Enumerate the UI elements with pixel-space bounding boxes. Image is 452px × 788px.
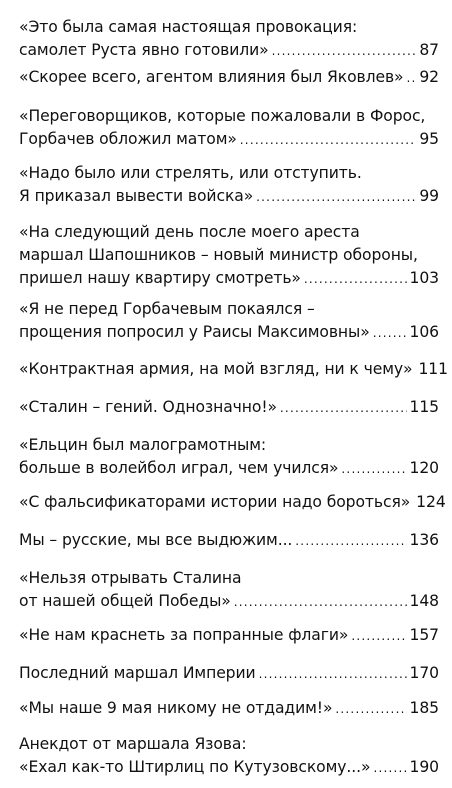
toc-entry (19, 221, 439, 290)
toc-entry-title-line: Мы – русские, мы все выдюжим... (19, 531, 293, 549)
dot-leader (256, 186, 416, 209)
toc-entry-page: 95 (419, 130, 439, 148)
toc-entry (19, 733, 439, 779)
toc-entry-page: 170 (409, 664, 439, 682)
toc-entry-title-line: «Переговорщиков, которые пожаловали в Форос, (19, 107, 426, 125)
dot-leader (373, 322, 407, 345)
dot-leader (272, 40, 417, 63)
toc-entry-page: 87 (419, 41, 439, 59)
toc-entry-title-line: «Ехал как-то Штирлиц по Кутузовскому...» (19, 758, 371, 776)
toc-entry-page: 111 (418, 360, 448, 378)
toc-entry (19, 16, 439, 62)
toc-entry-page: 103 (409, 269, 439, 287)
dot-leader (373, 757, 406, 780)
toc-entry (19, 491, 446, 514)
toc-entry-title-line: «С фальсификаторами истории надо бороться» (19, 493, 411, 511)
toc-entry (19, 624, 439, 647)
toc-entry-page: 106 (409, 323, 439, 341)
toc-entry-title-line: «Нельзя отрывать Сталина (19, 569, 242, 587)
toc-entry-title-line: от нашей общей Победы» (19, 592, 231, 610)
toc-entry-page: 115 (409, 398, 439, 416)
toc-entry-page: 190 (409, 758, 439, 776)
toc-entry-title-line: «Надо было или стрелять, или отступить. (19, 164, 362, 182)
toc-entry-title-line: «Мы наше 9 мая никому не отдадим!» (19, 699, 333, 717)
dot-leader (351, 625, 406, 648)
dot-leader (407, 67, 417, 90)
toc-entry-title-line: «Я не перед Горбачевым покаялся – (19, 300, 315, 318)
toc-entry-page: 120 (409, 459, 439, 477)
toc-entry-title-line: «На следующий день после моего ареста (19, 223, 360, 241)
toc-entry-title-line: «Контрактная армия, на мой взгляд, ни к чему» (19, 360, 413, 378)
toc-entry-title-line: Анекдот от маршала Язова: (19, 735, 247, 753)
toc-entry (19, 529, 439, 552)
dot-leader (234, 591, 407, 614)
toc-entry-title-line: «Скорее всего, агентом влияния был Яковлев» (19, 68, 404, 86)
toc-entry (19, 697, 439, 720)
toc-entry (19, 66, 439, 89)
toc-entry-title-line: «Ельцин был малограмотным: (19, 436, 267, 454)
toc-entry (19, 105, 439, 151)
toc-entry-title-line: «Не нам краснеть за попранные флаги» (19, 626, 349, 644)
toc-entry-title-line: Горбачев обложил матом» (19, 130, 237, 148)
dot-leader (259, 663, 407, 686)
dot-leader (335, 698, 406, 721)
toc-entry-title-line: больше в волейбол играл, чем учился» (19, 459, 339, 477)
toc-entry-title-line: «Это была самая настоящая провокация: (19, 18, 358, 36)
dot-leader (280, 397, 407, 420)
toc-entry (19, 162, 439, 208)
toc-entry (19, 396, 439, 419)
dot-leader (304, 268, 407, 291)
toc-entry-title-line: «Сталин – гений. Однозначно!» (19, 398, 277, 416)
toc-entry (19, 358, 448, 381)
toc-entry (19, 434, 439, 480)
toc-entry (19, 298, 439, 344)
toc-entry (19, 567, 439, 613)
dot-leader (295, 530, 406, 553)
toc-entry-page: 136 (409, 531, 439, 549)
toc-entry-title-line: пришел нашу квартиру смотреть» (19, 269, 301, 287)
toc-entry (19, 662, 439, 685)
dot-leader (240, 129, 417, 152)
toc-entry-page: 124 (416, 493, 446, 511)
toc-entry-title-line: прощения попросил у Раисы Максимовны» (19, 323, 370, 341)
toc-entry-page: 92 (419, 68, 439, 86)
toc-entry-page: 99 (419, 187, 439, 205)
toc-entry-title-line: Я приказал вывести войска» (19, 187, 254, 205)
toc-entry-page: 148 (409, 592, 439, 610)
toc-entry-title-line: маршал Шапошников – новый министр обороны, (19, 246, 418, 264)
toc-entry-page: 185 (409, 699, 439, 717)
toc-entry-title-line: Последний маршал Империи (19, 664, 256, 682)
dot-leader (341, 458, 406, 481)
toc-entry-title-line: самолет Руста явно готовили» (19, 41, 269, 59)
toc-entry-page: 157 (409, 626, 439, 644)
